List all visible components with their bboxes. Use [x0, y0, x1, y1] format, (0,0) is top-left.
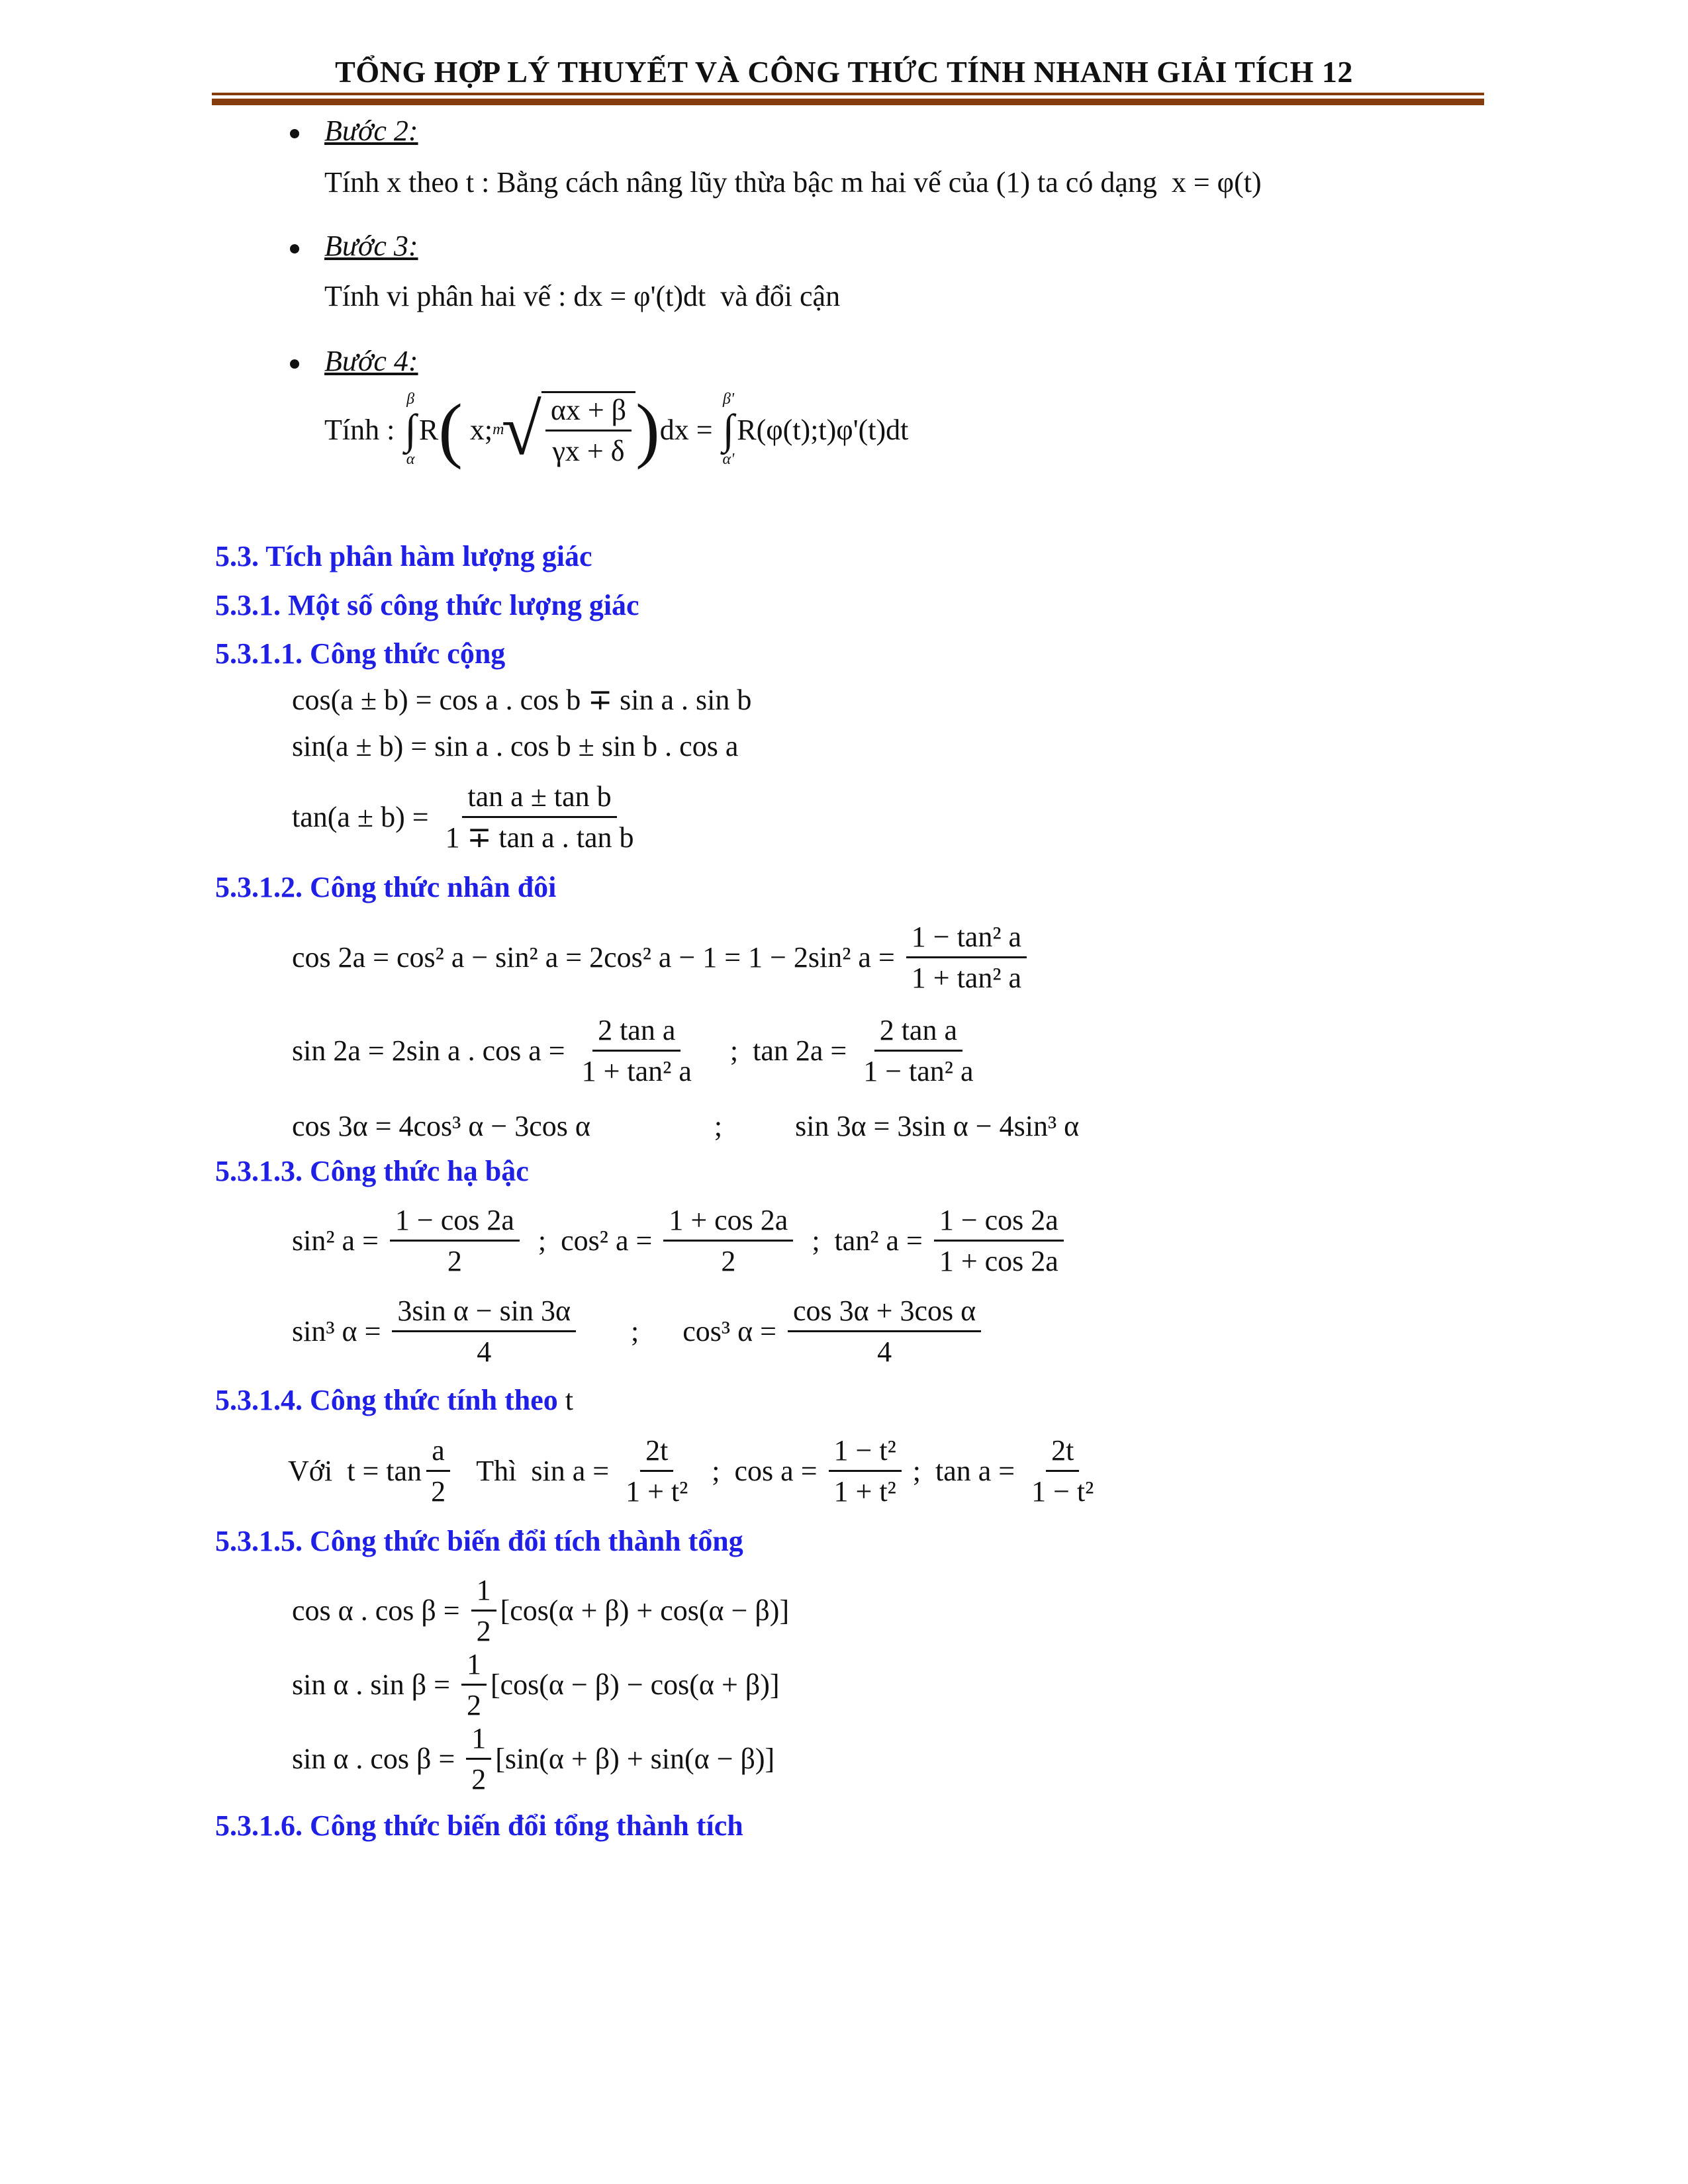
denominator: 2: [466, 1689, 481, 1721]
formula-text: Tính vi phân hai vế : dx = φ'(t)dt và đổi cận: [324, 280, 841, 312]
formula-text: Thì sin a =: [455, 1455, 617, 1487]
bullet-icon: [290, 244, 299, 253]
denominator: 4: [477, 1336, 492, 1368]
formula-text: cos(a ± b) = cos a . cos b ∓ sin a . sin b: [292, 684, 752, 716]
denominator: 1 ∓ tan a . tan b: [445, 821, 634, 854]
fraction: [545, 393, 632, 468]
lower-limit: α': [722, 451, 735, 468]
denominator: 2: [721, 1245, 736, 1277]
step-3-bullet: [290, 229, 418, 263]
fraction: [392, 1294, 576, 1369]
formula-text: R(φ(t);t)φ'(t)dt: [737, 413, 909, 446]
formula-text: [sin(α + β) + sin(α − β)]: [495, 1743, 775, 1775]
step-2-text: [324, 165, 1262, 199]
step-label: Bước 2:: [324, 114, 418, 147]
numerator: 1 − cos 2a: [934, 1203, 1064, 1242]
formula-text: sin³ α =: [292, 1315, 389, 1347]
formula-text: Tính :: [324, 413, 402, 446]
step-label: Bước 3:: [324, 230, 418, 262]
formula-text: cos 3α = 4cos³ α − 3cos α ; sin 3α = 3sin α − 4sin³ α: [292, 1110, 1080, 1142]
fraction: [471, 1573, 496, 1648]
fraction: [440, 780, 639, 854]
denominator: 1 + tan² a: [581, 1055, 692, 1087]
heading-5-3-1-5: 5.3.1.5. Công thức biến đổi tích thành tổng: [215, 1525, 743, 1557]
formula-text: ; tan 2a =: [700, 1034, 855, 1067]
denominator: 4: [877, 1336, 892, 1368]
fraction: [426, 1433, 451, 1508]
denominator: 2: [431, 1475, 446, 1508]
heading-tail: t: [557, 1384, 574, 1416]
formula-text: [cos(α + β) + cos(α − β)]: [500, 1594, 790, 1627]
heading-5-3-1-1: 5.3.1.1. Công thức cộng: [215, 637, 506, 670]
fraction: [934, 1203, 1064, 1278]
denominator: 1 + t²: [833, 1475, 896, 1508]
fraction: [829, 1433, 902, 1508]
fraction: [620, 1433, 693, 1508]
formula-t-substitution: [288, 1433, 1103, 1508]
integral-sign: [404, 390, 416, 469]
page-header-title: TỔNG HỢP LÝ THUYẾT VÀ CÔNG THỨC TÍNH NHANH GIẢI TÍCH 12: [335, 55, 1353, 89]
formula-text: Tính x theo t : Bằng cách nâng lũy thừa bậc m hai vế của (1) ta có dạng x = φ(t): [324, 166, 1262, 199]
formula-lower-degree-1: [292, 1203, 1068, 1278]
formula-product-1: [292, 1573, 789, 1648]
integral-icon: ∫: [404, 406, 416, 453]
paren-icon: (: [438, 389, 463, 470]
radicand: [541, 391, 635, 468]
step-4-formula: [324, 390, 908, 469]
formula-text: x;: [462, 413, 493, 446]
integral-icon: ∫: [722, 406, 735, 453]
fraction: [461, 1647, 487, 1722]
numerator: 3sin α − sin 3α: [392, 1294, 576, 1332]
denominator: 1 − tan² a: [863, 1055, 974, 1087]
radical-icon: √: [501, 389, 541, 470]
denominator: 1 + tan² a: [911, 962, 1022, 994]
formula-add-tan: [292, 780, 643, 854]
formula-text: [cos(α − β) − cos(α + β)]: [490, 1668, 780, 1701]
bullet-icon: [290, 129, 299, 138]
fraction: [577, 1013, 697, 1088]
heading-5-3: 5.3. Tích phân hàm lượng giác: [215, 540, 592, 572]
formula-text: Với t = tan: [288, 1455, 422, 1487]
step-3-text: [324, 279, 840, 313]
numerator: 2t: [640, 1433, 673, 1472]
heading-5-3-1-2: 5.3.1.2. Công thức nhân đôi: [215, 871, 557, 903]
formula-text: dx =: [659, 413, 720, 446]
numerator: 1: [461, 1647, 487, 1686]
formula-text: cos α . cos β =: [292, 1594, 467, 1627]
formula-double-cos: [292, 920, 1031, 995]
step-4-bullet: [290, 344, 418, 378]
upper-limit: β: [406, 390, 415, 408]
formula-text: sin α . sin β =: [292, 1668, 457, 1701]
formula-text: tan(a ± b) =: [292, 801, 436, 833]
header-rule-thin: [212, 93, 1484, 95]
formula-add-cos: [292, 683, 751, 717]
numerator: 1: [471, 1573, 496, 1612]
heading-text: 5.3.1.4. Công thức tính theo: [215, 1384, 558, 1416]
numerator: 1: [466, 1721, 491, 1760]
step-2-bullet: [290, 114, 418, 148]
bullet-icon: [290, 359, 299, 369]
formula-text: ; cos a =: [697, 1455, 825, 1487]
integral-sign: [723, 390, 735, 469]
formula-text: sin α . cos β =: [292, 1743, 463, 1775]
fraction: [390, 1203, 520, 1278]
denominator: 1 + cos 2a: [939, 1245, 1058, 1277]
heading-5-3-1: 5.3.1. Một số công thức lượng giác: [215, 589, 639, 621]
denominator: 2: [471, 1763, 487, 1796]
numerator: 1 − tan² a: [906, 920, 1027, 958]
formula-text: sin 2a = 2sin a . cos a =: [292, 1034, 573, 1067]
denominator: 1 − t²: [1031, 1475, 1094, 1508]
numerator: 1 − t²: [829, 1433, 902, 1472]
upper-limit: β': [722, 390, 734, 408]
formula-add-sin: [292, 729, 738, 763]
numerator: 2 tan a: [874, 1013, 962, 1052]
formula-text: ; cos² a =: [523, 1224, 660, 1257]
numerator: a: [426, 1433, 450, 1472]
formula-double-sin-tan: [292, 1013, 983, 1088]
formula-text: ; tan² a =: [797, 1224, 930, 1257]
numerator: 1 + cos 2a: [663, 1203, 793, 1242]
formula-text: cos 2a = cos² a − sin² a = 2cos² a − 1 = 1 − 2sin² a =: [292, 941, 902, 974]
fraction: [906, 920, 1027, 995]
root-index: m: [492, 420, 504, 438]
fraction: [788, 1294, 981, 1369]
numerator: 1 − cos 2a: [390, 1203, 520, 1242]
formula-triple: [292, 1109, 1079, 1143]
fraction: [663, 1203, 793, 1278]
heading-5-3-1-3: 5.3.1.3. Công thức hạ bậc: [215, 1155, 529, 1187]
formula-text: sin(a ± b) = sin a . cos b ± sin b . cos a: [292, 730, 739, 762]
formula-text: ; tan a =: [905, 1455, 1023, 1487]
fraction: [858, 1013, 978, 1088]
denominator: 1 + t²: [626, 1475, 688, 1508]
numerator: cos 3α + 3cos α: [788, 1294, 981, 1332]
numerator: αx + β: [545, 393, 632, 432]
formula-text: ; cos³ α =: [580, 1315, 784, 1347]
paren-icon: ): [635, 389, 660, 470]
denominator: 2: [476, 1615, 491, 1647]
numerator: 2t: [1046, 1433, 1079, 1472]
formula-text: R: [418, 413, 439, 446]
numerator: tan a ± tan b: [462, 780, 616, 818]
formula-product-3: [292, 1721, 774, 1796]
denominator: 2: [447, 1245, 462, 1277]
fraction: [1026, 1433, 1099, 1508]
heading-5-3-1-6: 5.3.1.6. Công thức biến đổi tổng thành tích: [215, 1809, 743, 1842]
denominator: γx + δ: [552, 435, 625, 467]
numerator: 2 tan a: [592, 1013, 680, 1052]
nth-root: [492, 391, 635, 468]
formula-lower-degree-2: [292, 1294, 985, 1369]
fraction: [466, 1721, 491, 1796]
heading-5-3-1-4: [215, 1383, 573, 1417]
lower-limit: α: [406, 451, 415, 468]
step-label: Bước 4:: [324, 345, 418, 377]
header-rule-thick: [212, 99, 1484, 105]
formula-text: sin² a =: [292, 1224, 386, 1257]
formula-product-2: [292, 1647, 780, 1722]
